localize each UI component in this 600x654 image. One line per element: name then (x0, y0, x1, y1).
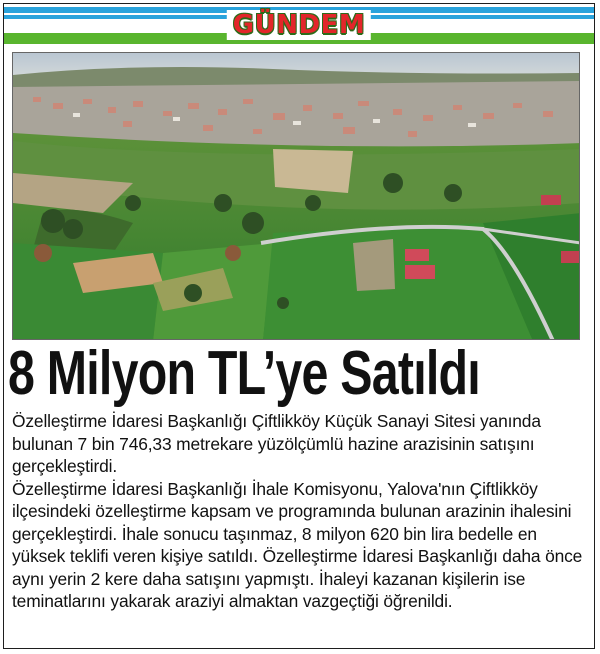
article-headline: 8 Milyon TL’ye Satıldı (8, 339, 480, 408)
section-header (4, 4, 594, 44)
section-title: GÜNDEM (227, 10, 371, 40)
article-paragraph: Özelleştirme İdaresi Başkanlığı İhale Komisyonu, Yalova'nın Çiftlikköy ilçesindeki özelleştirme kapsam ve programında bulunan arazinin ihalesini gerçekleştirdi. İhale sonucu taşınmaz, 8 milyon 620 bin lira bedelle en yüksek teklifi veren kişiye satıldı. Özelleştirme İdaresi Başkanlığı daha önce aynı yerin 2 kere daha satışını yapmıştı. İhaleyi kazanan kişilerin ise teminatlarını yakarak araziyi almaktan vazgeçtiği öğrenildi. (12, 478, 583, 611)
aerial-village-photo (12, 52, 580, 340)
article-body (12, 410, 588, 613)
article-paragraph: Özelleştirme İdaresi Başkanlığı Çiftlikköy Küçük Sanayi Sitesi yanında bulunan 7 bin 746,33 metrekare yüzölçümlü hazine arazisinin satışını gerçekleştirdi. (12, 411, 541, 476)
